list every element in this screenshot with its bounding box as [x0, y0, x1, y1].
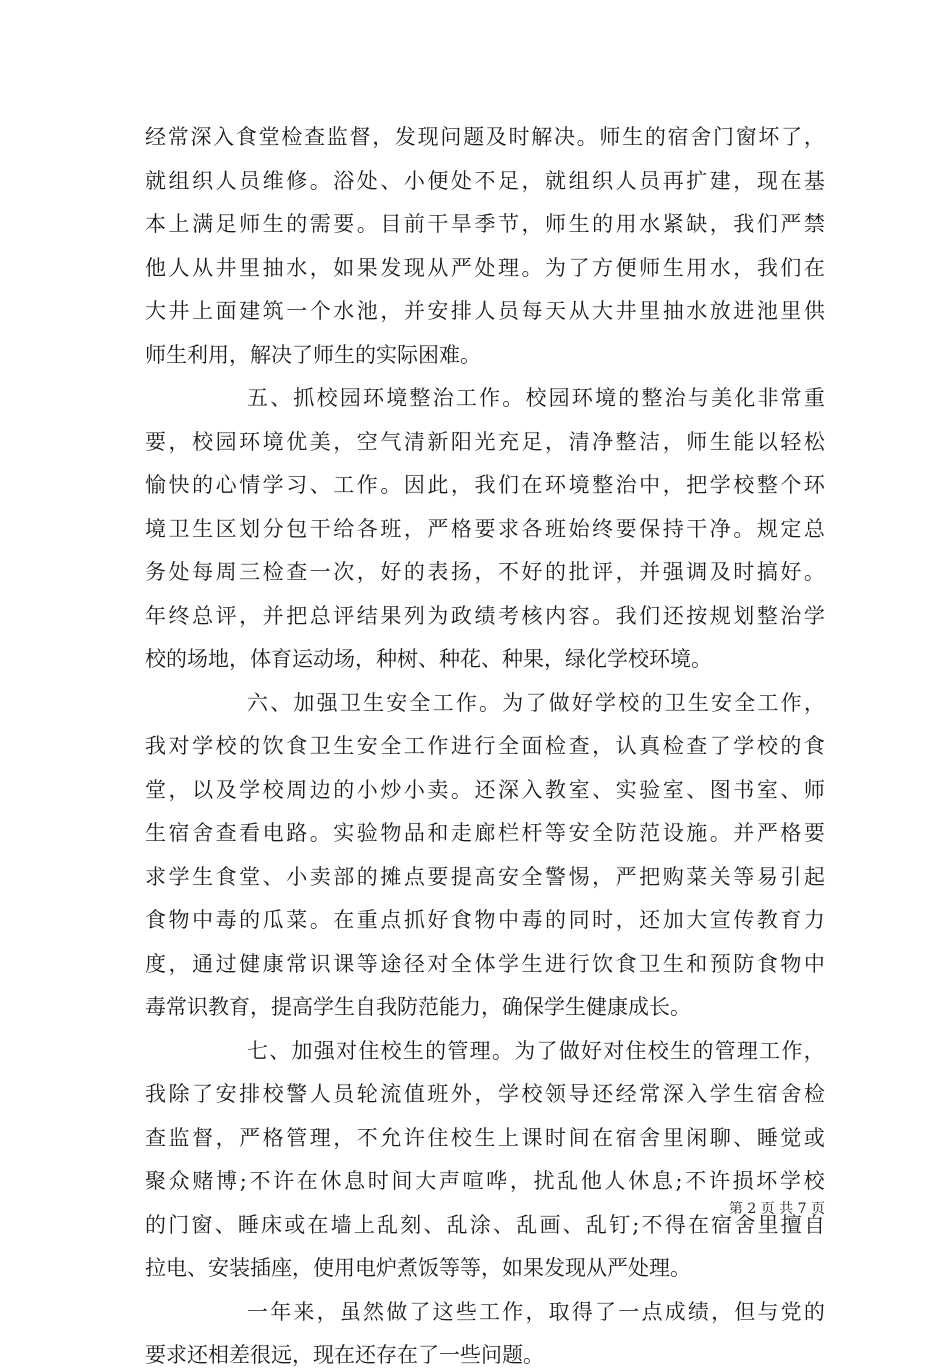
page-number: 第 2 页 共 7 页	[728, 1201, 825, 1217]
text-line: 年 终 总 评 ， 并 把 总 评 结 果 列 为 政 绩 考 核 内 容 。 我 们 还 按 规 划 整 治 学	[145, 604, 825, 628]
text-line: 愉 快 的 心 情 学 习 、 工 作 。 因 此 ， 我 们 在 环 境 整 治 中 ， 把 学 校 整 个 环	[145, 473, 825, 497]
text-line: 大 井 上 面 建 筑 一 个 水 池 ， 并 安 排 人 员 每 天 从 大 井 里 抽 水 放 进 池 里 供	[145, 299, 825, 323]
text-line: 拉电、安装插座，使用电炉煮饭等等，如果发现从严处理。	[145, 1256, 691, 1280]
text-line: 毒常识教育，提高学生自我防范能力，确保学生健康成长。	[145, 995, 691, 1019]
text-line: 本 上 满 足 师 生 的 需 要 。 目 前 干 旱 季 节 ， 师 生 的 用 水 紧 缺 ， 我 们 严 禁	[145, 212, 825, 236]
text-line: 度 ， 通 过 健 康 常 识 课 等 途 径 对 全 体 学 生 进 行 饮 食 卫 生 和 预 防 食 物 中	[145, 952, 825, 976]
text-line: 就 组 织 人 员 维 修 。 浴 处 、 小 便 处 不 足 ， 就 组 织 人 员 再 扩 建 ， 现 在 基	[145, 169, 825, 193]
text-line: 境 卫 生 区 划 分 包 干 给 各 班 ， 严 格 要 求 各 班 始 终 要 保 持 干 净 。 规 定 总	[145, 517, 825, 541]
text-line: 聚 众 赌 博 ; 不 许 在 休 息 时 间 大 声 喧 哗 ， 扰 乱 他 人 休 息 ; 不 许 损 坏 学 校	[145, 1169, 825, 1193]
text-line: 堂 ， 以 及 学 校 周 边 的 小 炒 小 卖 。 还 深 入 教 室 、 实 验 室 、 图 书 室 、 师	[145, 778, 825, 802]
text-line: 务 处 每 周 三 检 查 一 次 ， 好 的 表 扬 ， 不 好 的 批 评 ， 并 强 调 及 时 搞 好 。	[145, 560, 825, 584]
text-line: 要求还相差很远，现在还存在了一些问题。	[145, 1343, 544, 1367]
text-line: 生 宿 舍 查 看 电 路 。 实 验 物 品 和 走 廊 栏 杆 等 安 全 防 范 设 施 。 并 严 格 要	[145, 821, 825, 845]
text-line: 我 除 了 安 排 校 警 人 员 轮 流 值 班 外 ， 学 校 领 导 还 经 常 深 入 学 生 宿 舍 检	[145, 1082, 825, 1106]
text-line: 查 监 督 ， 严 格 管 理 ， 不 允 许 住 校 生 上 课 时 间 在 宿 舍 里 闲 聊 、 睡 觉 或	[145, 1126, 825, 1150]
text-line: 一 年 来 ， 虽 然 做 了 这 些 工 作 ， 取 得 了 一 点 成 绩 ， 但 与 党 的	[247, 1300, 825, 1324]
text-line: 六 、 加 强 卫 生 安 全 工 作 。 为 了 做 好 学 校 的 卫 生 安 全 工 作 ，	[247, 691, 825, 715]
text-line: 求 学 生 食 堂 、 小 卖 部 的 摊 点 要 提 高 安 全 警 惕 ， 严 把 购 菜 关 等 易 引 起	[145, 865, 825, 889]
text-line: 七 、 加 强 对 住 校 生 的 管 理 。 为 了 做 好 对 住 校 生 的 管 理 工 作 ，	[247, 1039, 825, 1063]
text-line: 师生利用，解决了师生的实际困难。	[145, 343, 481, 367]
text-line: 食 物 中 毒 的 瓜 菜 。 在 重 点 抓 好 食 物 中 毒 的 同 时 ， 还 加 大 宣 传 教 育 力	[145, 908, 825, 932]
text-line: 我 对 学 校 的 饮 食 卫 生 安 全 工 作 进 行 全 面 检 查 ， 认 真 检 查 了 学 校 的 食	[145, 734, 825, 758]
text-line: 校的场地，体育运动场，种树、种花、种果，绿化学校环境。	[145, 647, 712, 671]
text-line: 经 常 深 入 食 堂 检 查 监 督 ， 发 现 问 题 及 时 解 决 。 师 生 的 宿 舍 门 窗 坏 了 ，	[145, 125, 825, 149]
text-line: 的 门 窗 、 睡 床 或 在 墙 上 乱 刻 、 乱 涂 、 乱 画 、 乱 钉 ; 不 得 在 宿 舍 里 擅 自	[145, 1213, 825, 1237]
text-line: 他 人 从 井 里 抽 水 ， 如 果 发 现 从 严 处 理 。 为 了 方 便 师 生 用 水 ， 我 们 在	[145, 256, 825, 280]
text-line: 要 ， 校 园 环 境 优 美 ， 空 气 清 新 阳 光 充 足 ， 清 净 整 洁 ， 师 生 能 以 轻 松	[145, 430, 825, 454]
text-line: 五 、 抓 校 园 环 境 整 治 工 作 。 校 园 环 境 的 整 治 与 美 化 非 常 重	[247, 386, 825, 410]
